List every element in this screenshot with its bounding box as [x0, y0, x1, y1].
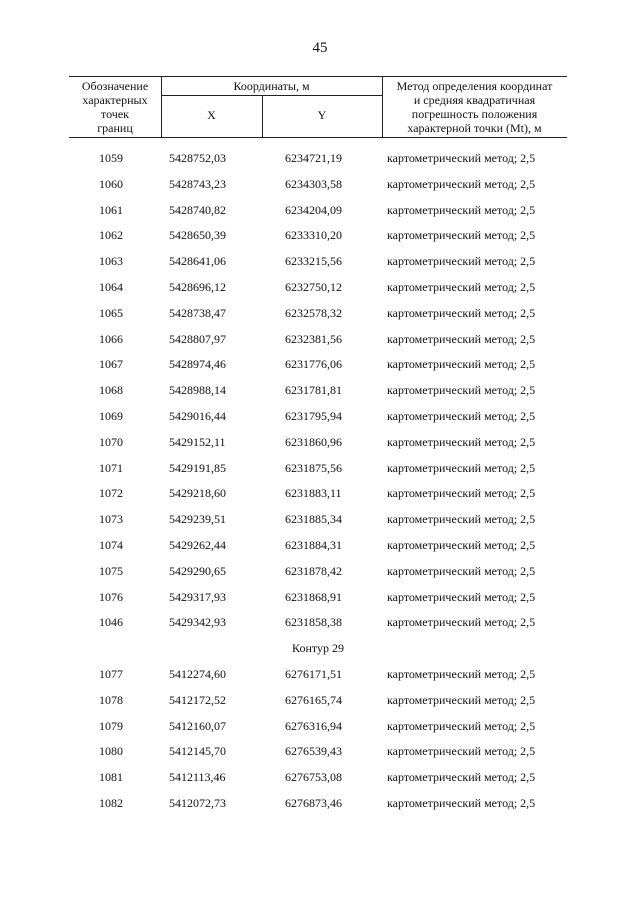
- coord-y: 6276165,74: [285, 692, 342, 707]
- method: картометрический метод; 2,5: [387, 176, 536, 191]
- coord-x: 5428988,14: [169, 383, 226, 398]
- table-row: [69, 197, 567, 223]
- table-row: [69, 248, 567, 274]
- table-row: [69, 764, 567, 790]
- method: картометрический метод; 2,5: [387, 615, 536, 630]
- coord-y: 6231883,11: [285, 486, 342, 501]
- point-id: 1076: [99, 589, 123, 604]
- header-coordinates: Координаты, м: [233, 79, 310, 93]
- coord-y: 6276316,94: [285, 718, 342, 733]
- coord-y: 6231868,91: [285, 589, 342, 604]
- point-id: 1081: [99, 770, 123, 785]
- method: картометрический метод; 2,5: [387, 744, 536, 759]
- table-row: [69, 480, 567, 506]
- point-id: 1075: [99, 563, 123, 578]
- method: картометрический метод; 2,5: [387, 563, 536, 578]
- point-id: 1066: [99, 331, 123, 346]
- coord-x: 5412145,70: [169, 744, 226, 759]
- method: картометрический метод; 2,5: [387, 770, 536, 785]
- coord-y: 6231795,94: [285, 408, 342, 423]
- coord-y: 6231884,31: [285, 537, 342, 552]
- method: картометрический метод; 2,5: [387, 589, 536, 604]
- table-row: [69, 171, 567, 197]
- table-row: [69, 790, 567, 816]
- table-row: [69, 738, 567, 764]
- header-line: и средняя квадратичная: [413, 93, 536, 107]
- table-header: [69, 76, 567, 138]
- point-id: 1059: [99, 151, 123, 165]
- coord-x: 5428641,06: [169, 254, 226, 269]
- point-id: 1077: [99, 666, 123, 681]
- coord-y: 6231860,96: [285, 434, 342, 449]
- coord-x: 5429342,93: [169, 615, 226, 630]
- table-row: [69, 455, 567, 481]
- coord-x: 5412274,60: [169, 666, 226, 681]
- method: картометрический метод; 2,5: [387, 279, 536, 294]
- table-row: [69, 300, 567, 326]
- coord-x: 5412072,73: [169, 795, 226, 810]
- coord-y: 6231781,81: [285, 383, 342, 398]
- header-method: [382, 79, 567, 135]
- table-row: [69, 377, 567, 403]
- table-row: [69, 687, 567, 713]
- coord-x: 5428696,12: [169, 279, 226, 294]
- table-row: [69, 532, 567, 558]
- method: картометрический метод; 2,5: [387, 795, 536, 810]
- header-line: характерных: [82, 93, 148, 107]
- method: картометрический метод; 2,5: [387, 460, 536, 475]
- coord-x: 5428743,23: [169, 176, 226, 191]
- table-row: [69, 609, 567, 635]
- point-id: 1067: [99, 357, 123, 372]
- coord-y: 6231875,56: [285, 460, 342, 475]
- coord-x: 5429262,44: [169, 537, 226, 552]
- table-row: [69, 713, 567, 739]
- method: картометрический метод; 2,5: [387, 408, 536, 423]
- coord-y: 6234721,19: [285, 151, 342, 165]
- coord-x: 5429152,11: [169, 434, 226, 449]
- method: картометрический метод; 2,5: [387, 305, 536, 320]
- header-x: X: [207, 108, 216, 122]
- header-divider: [161, 95, 382, 96]
- coord-x: 5428740,82: [169, 202, 226, 217]
- header-line: границ: [97, 121, 133, 135]
- coord-x: 5429290,65: [169, 563, 226, 578]
- coord-y: 6276873,46: [285, 795, 342, 810]
- coord-x: 5428738,47: [169, 305, 226, 320]
- point-id: 1080: [99, 744, 123, 759]
- coord-x: 5412113,46: [169, 770, 226, 785]
- coord-y: 6276753,08: [285, 770, 342, 785]
- method: картометрический метод; 2,5: [387, 666, 536, 681]
- header-line: характерной точки (Mt), м: [407, 121, 542, 135]
- table-row: [69, 351, 567, 377]
- method: картометрический метод; 2,5: [387, 537, 536, 552]
- point-id: 1072: [99, 486, 123, 501]
- point-id: 1068: [99, 383, 123, 398]
- coord-y: 6231878,42: [285, 563, 342, 578]
- point-id: 1082: [99, 795, 123, 810]
- coord-x: 5429016,44: [169, 408, 226, 423]
- coord-x: 5412172,52: [169, 692, 226, 707]
- point-id: 1060: [99, 176, 123, 191]
- point-id: 1071: [99, 460, 123, 475]
- method: картометрический метод; 2,5: [387, 512, 536, 527]
- table-row: [69, 558, 567, 584]
- section-title: Контур 29: [292, 641, 344, 656]
- header-line: погрешность положения: [411, 107, 538, 121]
- coord-y: 6231885,34: [285, 512, 342, 527]
- header-line: Метод определения координат: [396, 79, 553, 93]
- table-row: [69, 145, 567, 171]
- coord-y: 6232750,12: [285, 279, 342, 294]
- point-id: 1079: [99, 718, 123, 733]
- method: картометрический метод; 2,5: [387, 718, 536, 733]
- coord-y: 6231776,06: [285, 357, 342, 372]
- coord-x: 5428650,39: [169, 228, 226, 243]
- section-row: [69, 635, 567, 661]
- method: картометрический метод; 2,5: [387, 357, 536, 372]
- method: картометрический метод; 2,5: [387, 692, 536, 707]
- table-row: [69, 429, 567, 455]
- table-row: [69, 222, 567, 248]
- method: картометрический метод; 2,5: [387, 228, 536, 243]
- header-line: Обозначение: [81, 79, 149, 93]
- point-id: 1065: [99, 305, 123, 320]
- coord-y: 6232578,32: [285, 305, 342, 320]
- point-id: 1073: [99, 512, 123, 527]
- coord-y: 6276539,43: [285, 744, 342, 759]
- coord-x: 5429191,85: [169, 460, 226, 475]
- point-id: 1074: [99, 537, 123, 552]
- method: картометрический метод; 2,5: [387, 254, 536, 269]
- coord-y: 6233215,56: [285, 254, 342, 269]
- point-id: 1062: [99, 228, 123, 243]
- point-id: 1070: [99, 434, 123, 449]
- point-id: 1061: [99, 202, 123, 217]
- table-row: [69, 661, 567, 687]
- table-row: [69, 403, 567, 429]
- point-id: 1063: [99, 254, 123, 269]
- method: картометрический метод; 2,5: [387, 434, 536, 449]
- point-id: 1078: [99, 692, 123, 707]
- coord-x: 5429239,51: [169, 512, 226, 527]
- point-id: 1064: [99, 279, 123, 294]
- header-y: Y: [317, 108, 327, 122]
- method: картометрический метод; 2,5: [387, 151, 536, 165]
- coord-x: 5428807,97: [169, 331, 226, 346]
- table-row: [69, 584, 567, 610]
- method: картометрический метод; 2,5: [387, 383, 536, 398]
- page-number: 45: [312, 40, 328, 56]
- coord-x: 5428752,03: [169, 151, 226, 165]
- coord-x: 5428974,46: [169, 357, 226, 372]
- point-id: 1046: [99, 615, 123, 630]
- header-point-designation: [69, 79, 161, 135]
- table-row: [69, 274, 567, 300]
- coord-y: 6231858,38: [285, 615, 342, 630]
- coord-y: 6234204,09: [285, 202, 342, 217]
- coord-x: 5412160,07: [169, 718, 226, 733]
- method: картометрический метод; 2,5: [387, 486, 536, 501]
- table-body: [69, 145, 567, 816]
- table-row: [69, 506, 567, 532]
- coord-x: 5429317,93: [169, 589, 226, 604]
- point-id: 1069: [99, 408, 123, 423]
- header-line: точек: [101, 107, 129, 121]
- table-row: [69, 326, 567, 352]
- coord-y: 6232381,56: [285, 331, 342, 346]
- coord-y: 6234303,58: [285, 176, 342, 191]
- method: картометрический метод; 2,5: [387, 202, 536, 217]
- coord-x: 5429218,60: [169, 486, 226, 501]
- coord-y: 6233310,20: [285, 228, 342, 243]
- coord-y: 6276171,51: [285, 666, 342, 681]
- method: картометрический метод; 2,5: [387, 331, 536, 346]
